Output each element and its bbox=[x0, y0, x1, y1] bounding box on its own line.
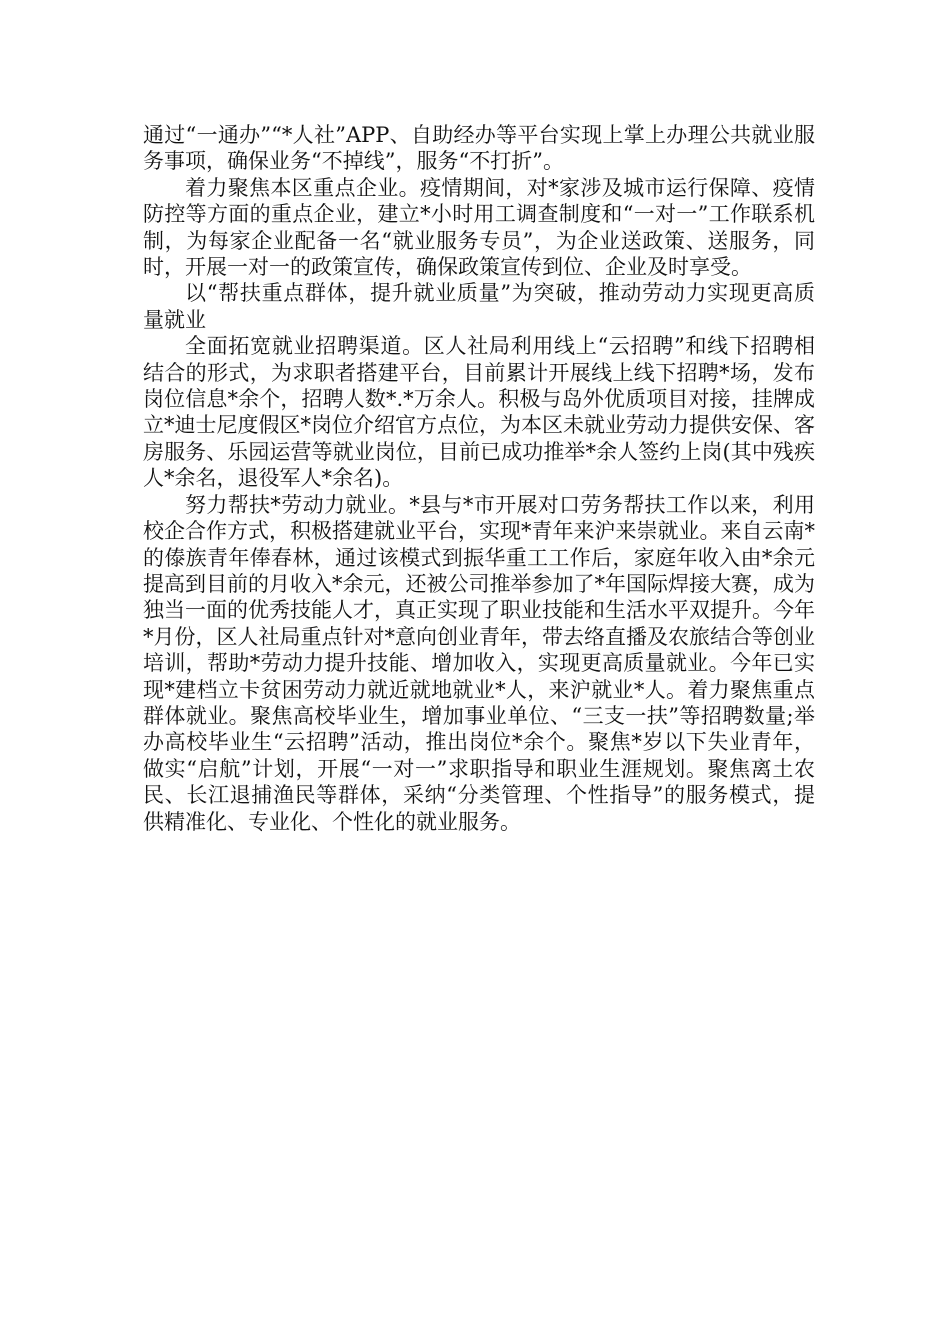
paragraph-3-heading: 以“帮扶重点群体，提升就业质量”为突破，推动劳动力实现更高质量就业 bbox=[143, 281, 815, 332]
paragraph-4: 全面拓宽就业招聘渠道。区人社局利用线上“云招聘”和线下招聘相结合的形式，为求职者搭建平台，目前累计开展线上线下招聘*场，发布岗位信息*余个，招聘人数*.*万余人。积极与岛外优质项目对接，挂牌成立*迪士尼度假区*岗位介绍官方点位，为本区未就业劳动力提供安保、客房服务、乐园运营等就业岗位，目前已成功推举*余人签约上岗(其中残疾人*余名，退役军人*余名)。 bbox=[143, 334, 815, 491]
paragraph-2: 着力聚焦本区重点企业。疫情期间，对*家涉及城市运行保障、疫情防控等方面的重点企业，建立*小时用工调查制度和“一对一”工作联系机制，为每家企业配备一名“就业服务专员”，为企业送政策、送服务，同时，开展一对一的政策宣传，确保政策宣传到位、企业及时享受。 bbox=[143, 175, 815, 280]
document-body bbox=[143, 122, 815, 835]
paragraph-1: 通过“一通办”“*人社”APP、自助经办等平台实现上掌上办理公共就业服务事项，确保业务“不掉线”，服务“不打折”。 bbox=[143, 123, 815, 174]
paragraph-5: 努力帮扶*劳动力就业。*县与*市开展对口劳务帮扶工作以来，利用校企合作方式，积极搭建就业平台，实现*青年来沪来崇就业。来自云南*的傣族青年俸春林，通过该模式到振华重工工作后，家庭年收入由*余元提高到目前的月收入*余元，还被公司推举参加了*年国际焊接大赛，成为独当一面的优秀技能人才，真正实现了职业技能和生活水平双提升。今年*月份，区人社局重点针对*意向创业青年，带去络直播及农旅结合等创业培训，帮助*劳动力提升技能、增加收入，实现更高质量就业。今年已实现*建档立卡贫困劳动力就近就地就业*人，来沪就业*人。着力聚焦重点群体就业。聚焦高校毕业生，增加事业单位、“三支一扶”等招聘数量;举办高校毕业生“云招聘”活动，推出岗位*余个。聚焦*岁以下失业青年，做实“启航”计划，开展“一对一”求职指导和职业生涯规划。聚焦离土农民、长江退捕渔民等群体，采纳“分类管理、个性指导”的服务模式，提供精准化、专业化、个性化的就业服务。 bbox=[143, 492, 815, 834]
